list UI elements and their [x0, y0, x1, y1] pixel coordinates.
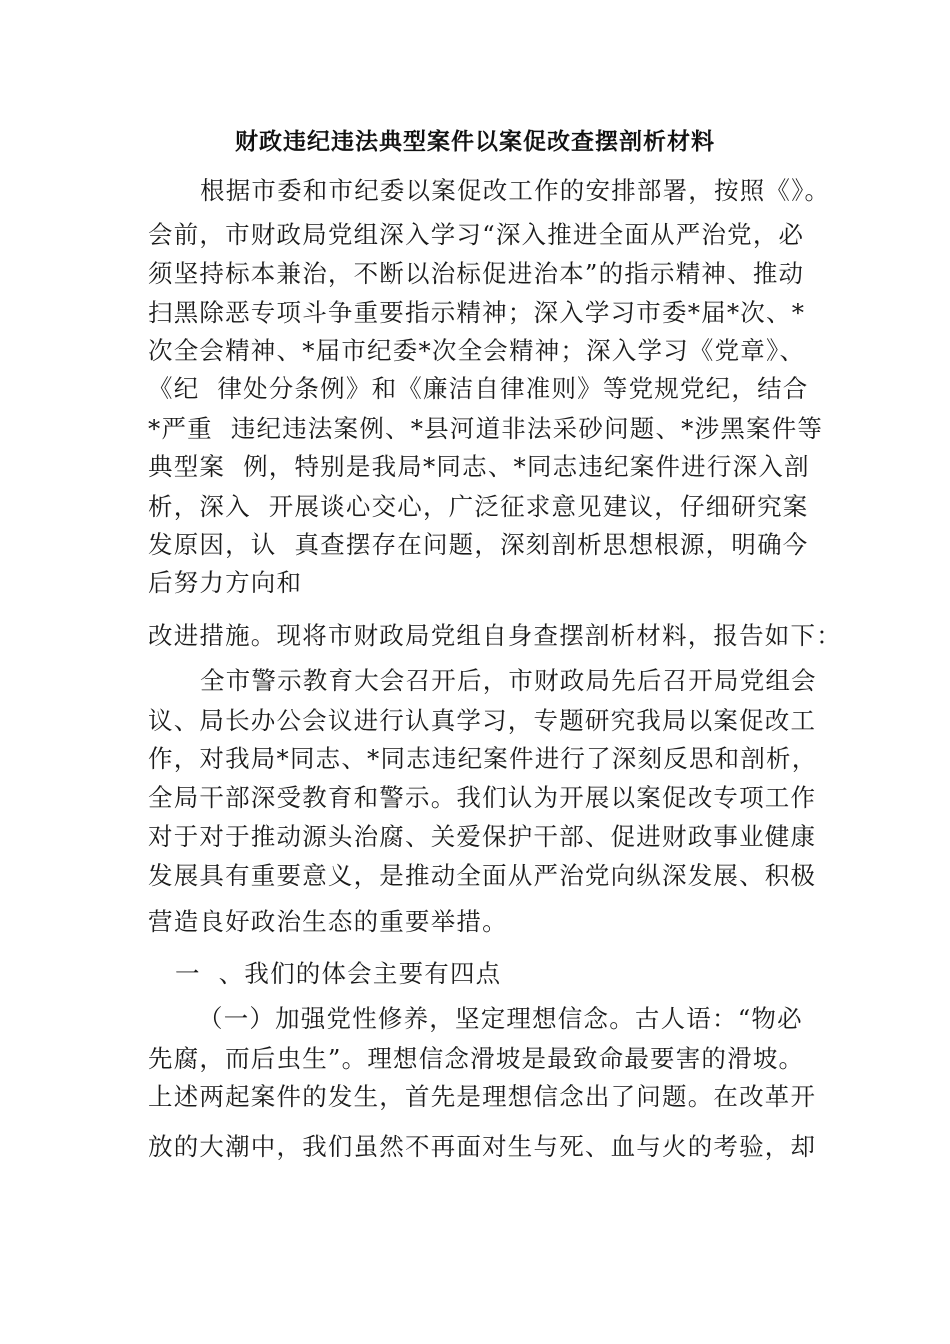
paragraph-line: 作，对我局*同志、*同志违纪案件进行了深刻反思和剖析，: [148, 744, 818, 773]
paragraph-line: 全市警示教育大会召开后，市财政局先后召开局党组会: [200, 666, 817, 695]
paragraph-line: 会前，市财政局党组深入学习“深入推进全面从严治党，必: [148, 220, 805, 249]
paragraph-line: 发展具有重要意义，是推动全面从严治党向纵深发展、积极: [148, 861, 817, 890]
paragraph-line: *严重 违纪违法案例、*县河道非法采砂问题、*涉黑案件等: [148, 414, 824, 443]
document-title: 财政违纪违法典型案件以案促改查摆剖析材料: [235, 129, 715, 155]
paragraph-line: 根据市委和市纪委以案促改工作的安排部署，按照《》。: [200, 176, 831, 205]
paragraph-line: 放的大潮中，我们虽然不再面对生与死、血与火的考验，却: [148, 1132, 817, 1161]
paragraph-line: 《纪 律处分条例》和《廉洁自律准则》等党规党纪，结合: [148, 374, 809, 403]
paragraph-line: 典型案 例，特别是我局*同志、*同志违纪案件进行深入剖: [148, 452, 810, 481]
paragraph-line: 发原因，认 真查摆存在问题，深刻剖析思想根源，明确今: [148, 530, 809, 559]
paragraph-line: 先腐，而后虫生”。理想信念滑坡是最致命最要害的滑坡。: [148, 1044, 805, 1073]
paragraph-line: 全局干部深受教育和警示。我们认为开展以案促改专项工作: [148, 783, 817, 812]
paragraph-line: 改进措施。现将市财政局党组自身查摆剖析材料，报告如下：: [148, 621, 842, 650]
paragraph-line: 对于对于推动源头治腐、关爱保护干部、促进财政事业健康: [148, 822, 817, 851]
paragraph-line: （一）加强党性修养，坚定理想信念。古人语：“物必: [198, 1004, 803, 1033]
paragraph-line: 次全会精神、*届市纪委*次全会精神；深入学习《党章》、: [148, 336, 806, 365]
paragraph-line: 上述两起案件的发生，首先是理想信念出了问题。在改革开: [148, 1082, 817, 1111]
paragraph-line: 议、局长办公会议进行认真学习，专题研究我局以案促改工: [148, 706, 817, 735]
paragraph-line: 营造良好政治生态的重要举措。: [148, 907, 508, 936]
paragraph-line: 后努力方向和: [148, 568, 303, 597]
paragraph-line: 扫黑除恶专项斗争重要指示精神；深入学习市委*届*次、*: [148, 298, 806, 327]
section-heading: 一 、我们的体会主要有四点: [175, 959, 502, 988]
paragraph-line: 须坚持标本兼治，不断以治标促进治本”的指示精神、推动: [148, 259, 805, 288]
paragraph-line: 析，深入 开展谈心交心，广泛征求意见建议，仔细研究案: [148, 492, 809, 521]
